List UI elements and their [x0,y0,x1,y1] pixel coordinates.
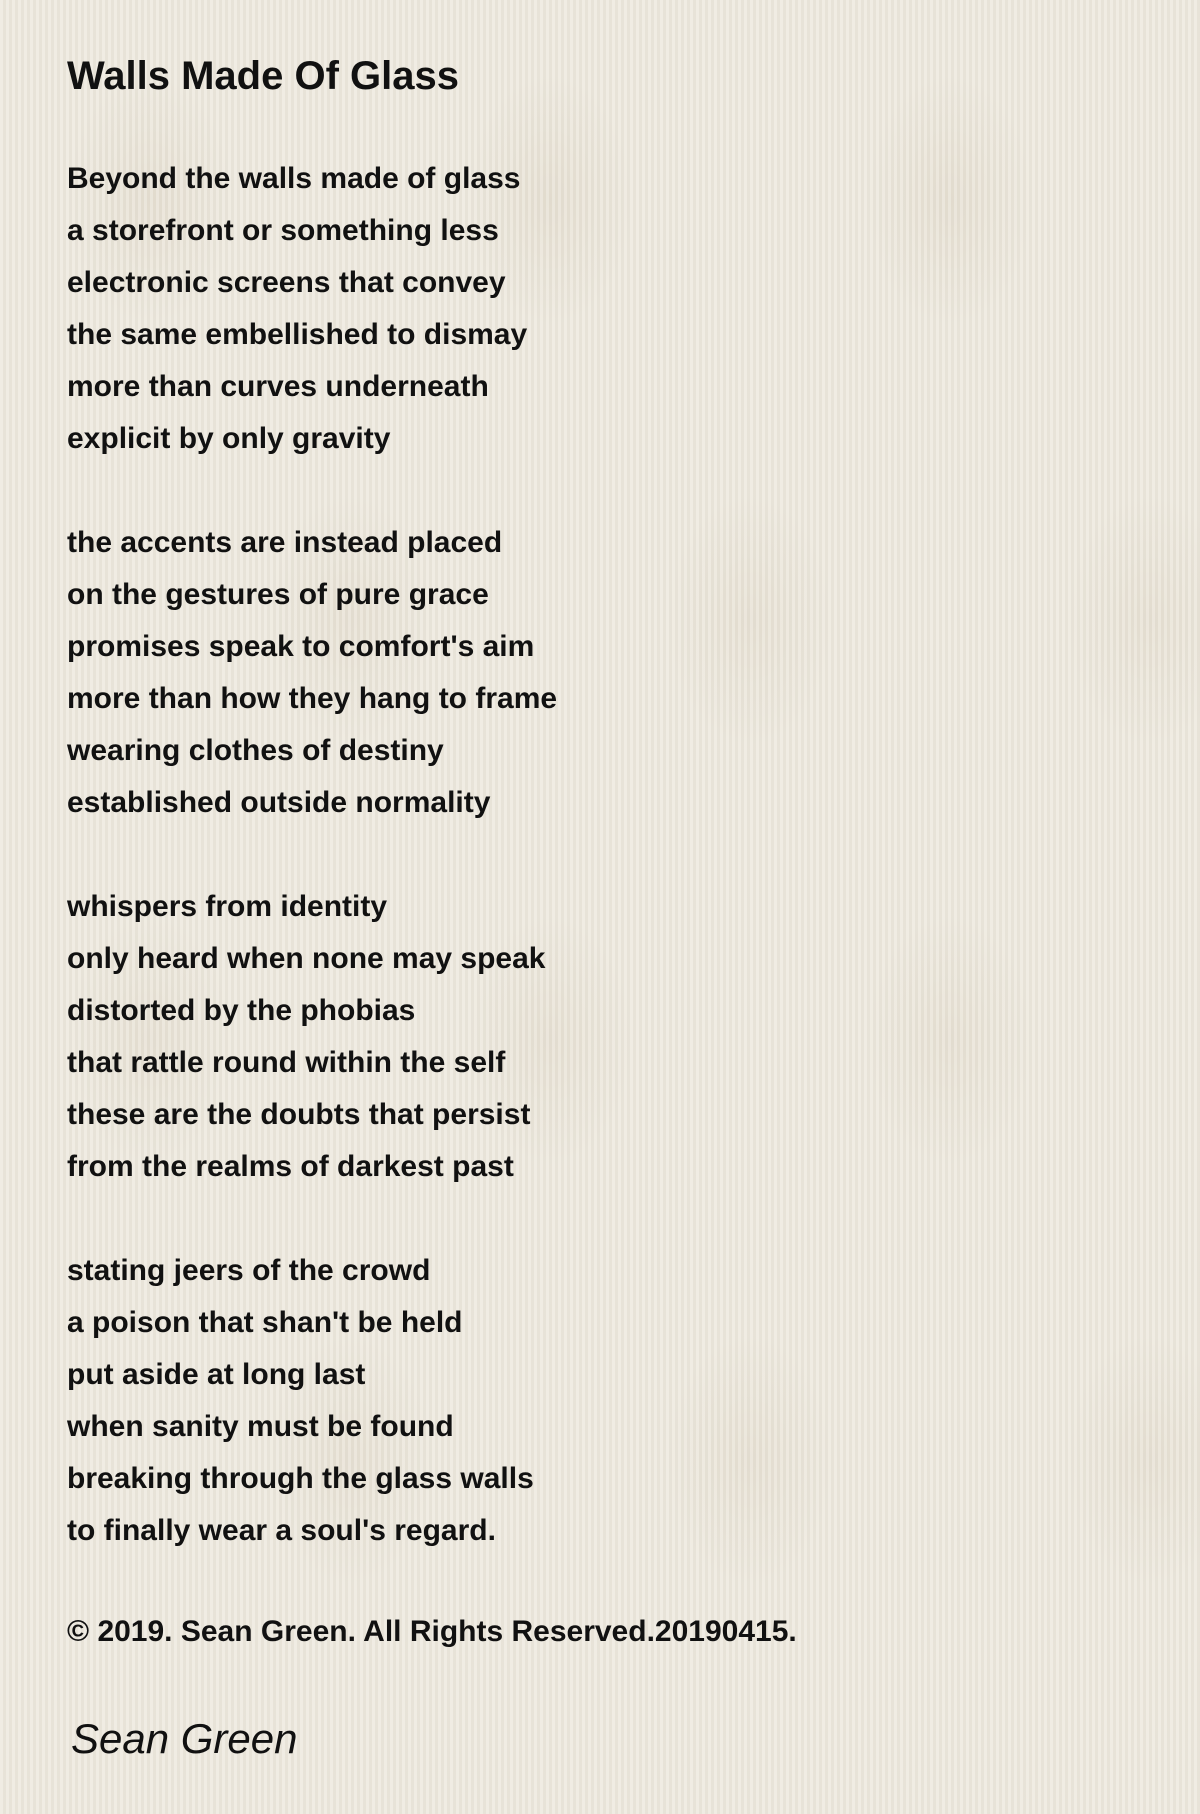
poem-line: whispers from identity [67,890,388,923]
stanza-2 [67,517,1147,829]
poem-line: more than how they hang to frame [67,682,558,715]
poem-line: breaking through the glass walls [67,1462,534,1495]
poem-line: that rattle round within the self [67,1046,506,1079]
poem-line: wearing clothes of destiny [67,734,444,767]
poem-line: distorted by the phobias [67,994,416,1027]
poem-line: when sanity must be found [67,1410,454,1443]
poem-line: the same embellished to dismay [67,318,528,351]
poem-line: the accents are instead placed [67,526,503,559]
poem-line: a poison that shan't be held [67,1306,463,1339]
poem-body [67,153,1147,1609]
stanza-1 [67,153,1147,465]
poem-line: Beyond the walls made of glass [67,162,521,195]
stanza-4 [67,1245,1147,1557]
poem-line: from the realms of darkest past [67,1150,514,1183]
poem-line: promises speak to comfort's aim [67,630,535,663]
poem-line: these are the doubts that persist [67,1098,531,1131]
poem-line: stating jeers of the crowd [67,1254,431,1287]
poem-line: only heard when none may speak [67,942,546,975]
poem-line: to finally wear a soul's regard. [67,1514,496,1547]
poem-line: established outside normality [67,786,491,819]
poem-line: put aside at long last [67,1358,366,1391]
poem-line: a storefront or something less [67,214,499,247]
poem-line: electronic screens that convey [67,266,506,299]
stanza-3 [67,881,1147,1193]
poem-line: more than curves underneath [67,370,489,403]
author-signature: Sean Green [71,1715,298,1762]
poem-line: explicit by only gravity [67,422,391,455]
poem-title: Walls Made Of Glass [67,54,459,98]
copyright-notice: © 2019. Sean Green. All Rights Reserved.20190415. [67,1615,797,1648]
poem-line: on the gestures of pure grace [67,578,489,611]
